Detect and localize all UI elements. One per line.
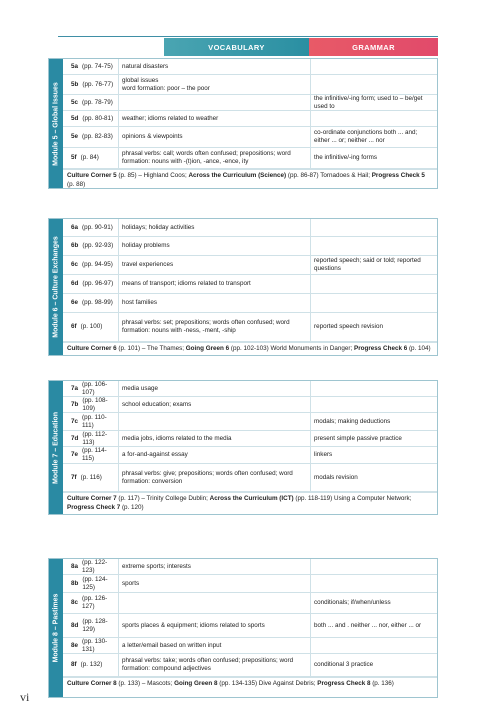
footer-text: (p. 88) (67, 180, 86, 188)
module-6-block (48, 218, 438, 356)
vocabulary-cell (119, 381, 311, 396)
lesson-code: 5e (71, 133, 79, 140)
module-footer (63, 492, 437, 516)
lesson-pages: (pp. 92-93) (82, 242, 114, 249)
module-footer (63, 677, 437, 699)
grammar-cell (311, 614, 437, 637)
table-row (63, 381, 437, 397)
lesson-pages: (pp. 122-123) (82, 558, 108, 574)
grammar-cell (311, 148, 437, 168)
lesson-code: 6e (71, 299, 79, 306)
table-row (63, 593, 437, 614)
vocabulary-text: a for-and-against essay (122, 451, 188, 458)
module-table (63, 559, 437, 697)
footer-text: (p. 133) – Mascots; (116, 680, 175, 687)
table-row (63, 431, 437, 447)
header-top-line (58, 36, 438, 37)
lesson-cell (63, 275, 119, 293)
lesson-pages: (pp. 74-75) (82, 62, 113, 70)
lesson-pages: (pp. 80-81) (82, 114, 114, 122)
lesson-cell (63, 413, 119, 430)
grammar-text: reported speech; said or told; reported questions (314, 257, 421, 272)
lesson-cell (63, 237, 119, 255)
table-row (63, 111, 437, 127)
grammar-cell (311, 381, 437, 396)
lesson-cell (63, 654, 119, 676)
footer-text: (pp. 86-87) Tornadoes & Hail; (286, 172, 372, 179)
grammar-text: present simple passive practice (314, 434, 402, 442)
lesson-cell (63, 559, 119, 574)
module-title: Module 8 – Pastimes (52, 593, 60, 663)
grammar-text: conditionals; if/when/unless (314, 599, 391, 606)
lesson-code: 6a (71, 223, 79, 231)
grammar-cell (311, 95, 437, 110)
table-row (63, 275, 437, 294)
lesson-cell (63, 59, 119, 74)
footer-section-title: Culture Corner 7 (67, 495, 117, 502)
footer-text: (p. 101) – The Thames; (116, 345, 186, 352)
lesson-code: 8f (71, 661, 77, 668)
lesson-pages: (pp. 90-91) (82, 223, 113, 231)
lesson-cell (63, 294, 119, 312)
grammar-cell (311, 75, 437, 94)
vocabulary-cell (119, 219, 311, 236)
lesson-code: 5d (71, 114, 79, 122)
lesson-cell (63, 381, 119, 396)
footer-text: (p. 104) (407, 345, 431, 352)
lesson-cell (63, 464, 119, 491)
table-row (63, 413, 437, 431)
vocabulary-text: phrasal verbs: give; prepositions; words often confused; word formation: conversion (122, 469, 293, 485)
footer-section-title: Progress Check 7 (67, 503, 121, 511)
lesson-pages: (pp. 78-79) (82, 98, 113, 106)
module-side-band (49, 381, 63, 514)
vocabulary-cell (119, 614, 311, 637)
lesson-code: 7e (71, 451, 79, 458)
footer-text: (p. 136) (370, 680, 394, 687)
footer-text: (p. 120) (120, 503, 144, 511)
vocabulary-text: sports places & equipment; idioms related to sports (122, 621, 265, 629)
vocabulary-text: holiday problems (122, 242, 170, 249)
footer-section-title: Going Green 8 (174, 680, 218, 687)
lesson-code: 8b (71, 579, 79, 587)
vocabulary-cell (119, 654, 311, 676)
lesson-cell (63, 75, 119, 94)
table-row (63, 638, 437, 654)
table-row (63, 397, 437, 413)
table-row (63, 614, 437, 638)
lesson-pages: (pp. 82-83) (82, 133, 113, 140)
column-header (58, 38, 438, 56)
lesson-pages: (pp. 96-97) (82, 280, 114, 287)
lesson-code: 6d (71, 280, 79, 287)
lesson-pages: (pp. 94-95) (82, 261, 113, 268)
lesson-code: 7c (71, 417, 79, 425)
vocabulary-cell (119, 148, 311, 168)
vocabulary-text: media jobs, idioms related to the media (122, 434, 232, 442)
lesson-code: 8e (71, 641, 79, 649)
footer-section-title: Progress Check 6 (354, 345, 408, 352)
footer-text: (pp. 102-103) World Monuments in Danger; (229, 345, 354, 352)
table-row (63, 256, 437, 275)
table-row (63, 95, 437, 111)
module-8-block (48, 558, 438, 698)
grammar-cell (311, 431, 437, 446)
vocabulary-cell (119, 413, 311, 430)
vocabulary-cell (119, 237, 311, 255)
lesson-cell (63, 95, 119, 110)
vocabulary-cell (119, 256, 311, 274)
module-title: Module 7 – Education (52, 411, 60, 484)
vocabulary-text: extreme sports; interests (122, 562, 191, 570)
vocabulary-text: phrasal verbs: call; words often confused; prepositions; word formation: nouns with -(t)ion, -ance, -ence, ity (122, 150, 291, 165)
footer-section-title: Going Green 6 (185, 345, 230, 352)
header-spacer (58, 38, 164, 56)
footer-section-title: Culture Corner 8 (67, 680, 117, 687)
grammar-cell (311, 219, 437, 236)
lesson-cell (63, 148, 119, 168)
table-row (63, 464, 437, 492)
vocabulary-cell (119, 638, 311, 653)
table-row (63, 75, 437, 95)
lesson-cell (63, 447, 119, 463)
module-footer (63, 342, 437, 357)
lesson-pages: (p. 84) (80, 154, 99, 161)
vocabulary-cell (119, 464, 311, 491)
grammar-text: conditional 3 practice (314, 661, 374, 668)
lesson-code: 8c (71, 599, 79, 606)
table-row (63, 559, 437, 575)
vocabulary-text: means of transport; idioms related to transport (122, 280, 251, 287)
footer-section-title: Progress Check 8 (317, 680, 371, 687)
vocabulary-cell (119, 397, 311, 412)
lesson-cell (63, 614, 119, 637)
table-row (63, 148, 437, 169)
lesson-code: 5b (71, 80, 79, 88)
lesson-cell (63, 575, 119, 592)
vocabulary-text: weather; idioms related to weather (122, 114, 219, 122)
vocabulary-cell (119, 95, 311, 110)
lesson-code: 6b (71, 242, 79, 249)
grammar-cell (311, 464, 437, 491)
vocabulary-cell (119, 275, 311, 293)
grammar-header: GRAMMAR (309, 38, 438, 56)
grammar-cell (311, 654, 437, 676)
lesson-pages: (pp. 112-113) (82, 430, 108, 446)
vocabulary-cell (119, 593, 311, 613)
table-row (63, 575, 437, 593)
vocabulary-text: school education; exams (122, 400, 192, 408)
page-number: vi (20, 690, 30, 704)
vocabulary-cell (119, 575, 311, 592)
lesson-cell (63, 256, 119, 274)
lesson-code: 6f (71, 323, 77, 330)
table-row (63, 654, 437, 677)
module-7-block (48, 380, 438, 515)
grammar-cell (311, 397, 437, 412)
vocabulary-cell (119, 431, 311, 446)
vocabulary-cell (119, 59, 311, 74)
grammar-text: the infinitive/-ing forms (314, 154, 377, 161)
grammar-cell (311, 313, 437, 341)
lesson-code: 7b (71, 400, 79, 408)
module-title: Module 5 – Global Issues (52, 81, 60, 166)
grammar-cell (311, 127, 437, 147)
vocabulary-text: phrasal verbs: set; prepositions; words often confused; word formation: nouns with -ness, -ment, -ship (122, 319, 290, 334)
grammar-cell (311, 559, 437, 574)
lesson-cell (63, 397, 119, 412)
grammar-cell (311, 413, 437, 430)
vocabulary-cell (119, 127, 311, 147)
vocabulary-cell (119, 294, 311, 312)
vocabulary-cell (119, 111, 311, 126)
grammar-cell (311, 575, 437, 592)
module-5-block (48, 58, 438, 189)
lesson-pages: (pp. 98-99) (82, 299, 113, 306)
grammar-text: both ... and . neither ... nor, either ... or (314, 621, 422, 629)
lesson-cell (63, 111, 119, 126)
lesson-code: 5f (71, 154, 77, 161)
footer-section-title: Culture Corner 6 (67, 345, 117, 352)
lesson-pages: (p. 116) (80, 473, 102, 481)
lesson-code: 5c (71, 98, 79, 106)
lesson-code: 7f (71, 473, 77, 481)
module-side-band (49, 559, 63, 697)
vocabulary-text: holidays; holiday activities (122, 223, 195, 231)
vocabulary-text: phrasal verbs: take; words often confused; prepositions; word formation: compound adjectives (122, 657, 294, 672)
lesson-code: 8a (71, 562, 79, 570)
module-side-band (49, 219, 63, 355)
lesson-pages: (pp. 114-115) (82, 447, 107, 462)
grammar-text: reported speech revision (314, 323, 383, 330)
lesson-pages: (pp. 106-107) (82, 380, 108, 396)
grammar-text: linkers (314, 451, 333, 458)
grammar-text: modals; making deductions (314, 417, 391, 425)
vocabulary-text: host families (122, 299, 157, 306)
table-row (63, 294, 437, 313)
vocabulary-text: media usage (122, 384, 159, 392)
lesson-cell (63, 593, 119, 613)
lesson-cell (63, 313, 119, 341)
grammar-text: modals revision (314, 473, 358, 481)
table-row (63, 127, 437, 148)
lesson-pages: (pp. 126-127) (82, 595, 108, 610)
vocabulary-cell (119, 75, 311, 94)
lesson-code: 7a (71, 384, 79, 392)
table-row (63, 59, 437, 75)
footer-section-title: Across the Curriculum (ICT) (209, 495, 294, 502)
vocabulary-text: sports (122, 579, 140, 587)
vocabulary-text: a letter/email based on written input (122, 641, 222, 649)
table-row (63, 237, 437, 256)
grammar-cell (311, 593, 437, 613)
grammar-cell (311, 638, 437, 653)
lesson-pages: (pp. 108-109) (82, 396, 108, 412)
module-table (63, 381, 437, 514)
lesson-cell (63, 127, 119, 147)
footer-section-title: Across the Curriculum (Science) (188, 172, 287, 179)
table-row (63, 313, 437, 342)
grammar-cell (311, 447, 437, 463)
vocabulary-text: opinions & viewpoints (122, 133, 183, 140)
grammar-cell (311, 237, 437, 255)
lesson-code: 7d (71, 434, 79, 442)
lesson-cell (63, 638, 119, 653)
grammar-text: co-ordinate conjunctions both ... and; either ... or; neither ... nor (314, 129, 418, 144)
vocabulary-cell (119, 559, 311, 574)
vocabulary-text: travel experiences (122, 261, 174, 268)
module-title: Module 6 – Culture Exchanges (52, 236, 60, 338)
grammar-cell (311, 275, 437, 293)
module-table (63, 219, 437, 355)
vocabulary-cell (119, 313, 311, 341)
lesson-code: 8d (71, 621, 79, 629)
module-footer (63, 169, 437, 190)
footer-text: (p. 117) – Trinity College Dublin; (116, 495, 210, 502)
module-side-band (49, 59, 63, 188)
lesson-pages: (pp. 124-125) (82, 575, 108, 591)
grammar-cell (311, 256, 437, 274)
grammar-text: the infinitive/-ing form; used to – be/get used to (314, 94, 423, 110)
lesson-pages: (pp. 110-111) (82, 413, 107, 429)
lesson-pages: (p. 132) (80, 661, 103, 668)
lesson-pages: (pp. 76-77) (82, 80, 114, 88)
lesson-code: 6c (71, 261, 79, 268)
lesson-cell (63, 431, 119, 446)
vocabulary-text: global issues word formation: poor – the poor (122, 76, 210, 92)
lesson-pages: (pp. 128-129) (82, 617, 108, 633)
lesson-pages: (pp. 130-131) (82, 637, 108, 653)
vocabulary-cell (119, 447, 311, 463)
vocabulary-header: VOCABULARY (164, 38, 309, 56)
table-row (63, 447, 437, 464)
grammar-cell (311, 111, 437, 126)
grammar-cell (311, 59, 437, 74)
lesson-cell (63, 219, 119, 236)
module-table (63, 59, 437, 188)
grammar-cell (311, 294, 437, 312)
footer-text: (pp. 118-119) Using a Computer Network; (293, 495, 412, 502)
footer-section-title: Progress Check 5 (371, 172, 425, 179)
footer-text: (pp. 134-135) Dive Against Debris; (217, 680, 318, 687)
vocabulary-text: natural disasters (122, 62, 169, 70)
lesson-code: 5a (71, 62, 79, 70)
footer-section-title: Culture Corner 5 (67, 172, 117, 179)
table-row (63, 219, 437, 237)
lesson-pages: (p. 100) (80, 323, 103, 330)
footer-text: (p. 85) – Highland Coos; (116, 172, 189, 179)
